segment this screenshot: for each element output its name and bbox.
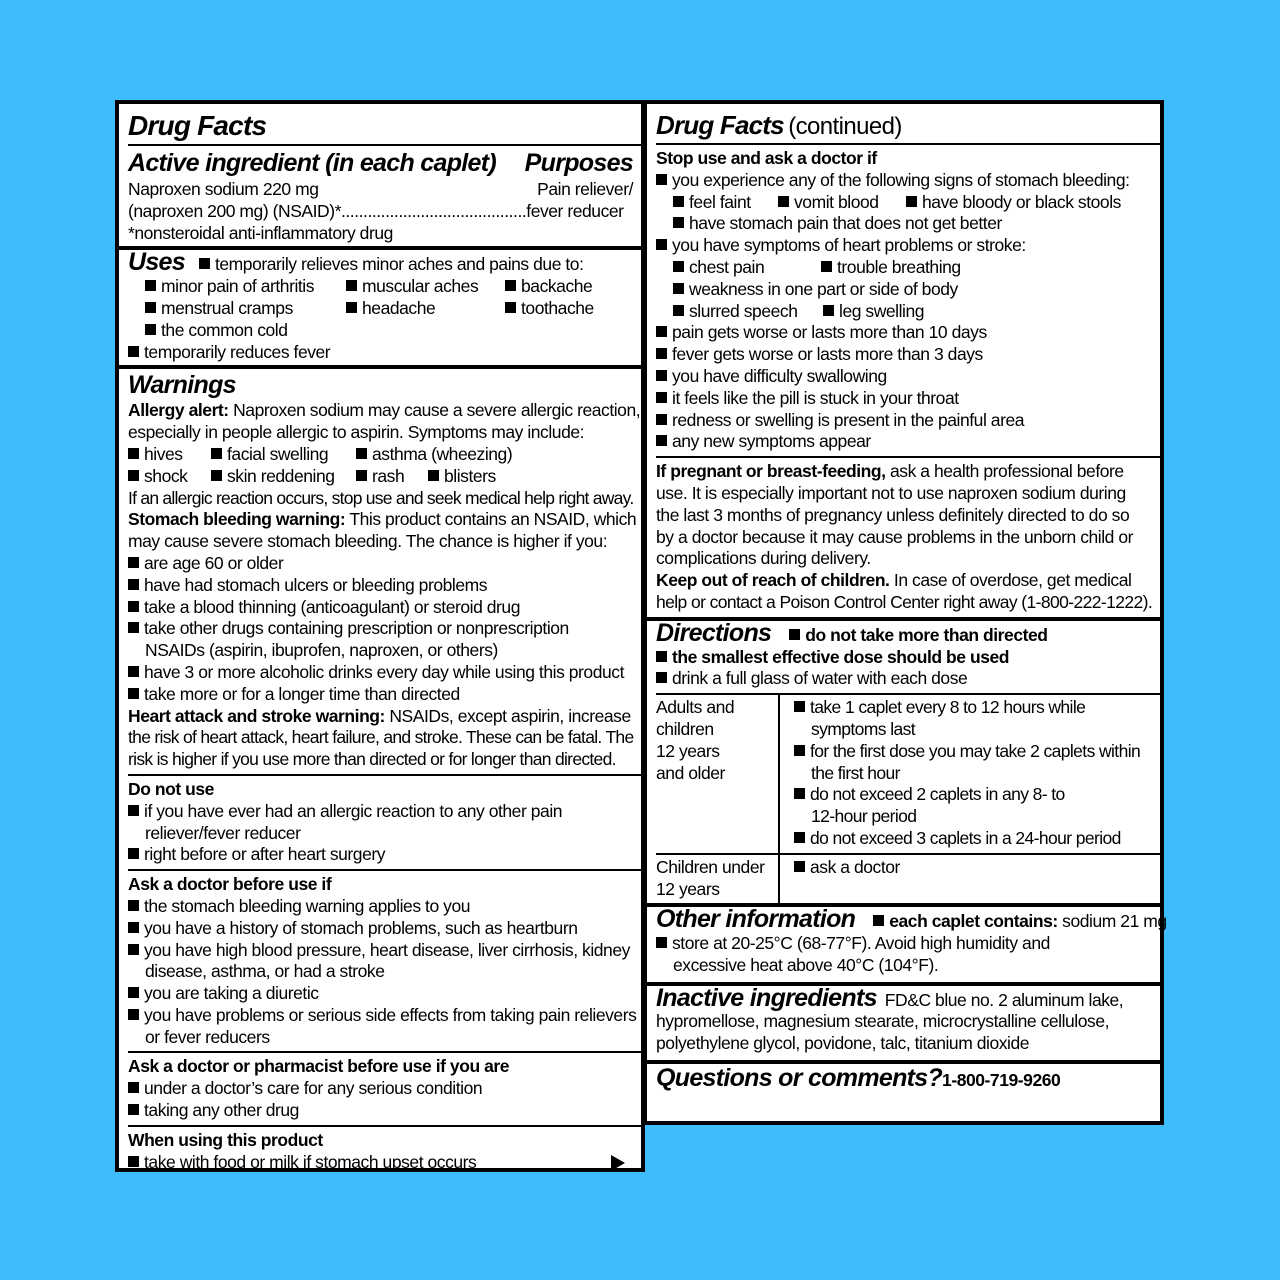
do-not-use-heading: Do not use — [128, 778, 214, 799]
stomach-label: Stomach bleeding warning: — [128, 509, 346, 530]
ask-doctor-item: you have a history of stomach problems, such as heartburn — [144, 917, 578, 938]
directions-item: the smallest effective dose should be used — [672, 646, 1010, 667]
use-item: muscular aches — [362, 276, 479, 297]
adults-label: Adults and — [656, 697, 735, 718]
use-item: the common cold — [161, 319, 288, 340]
continue-arrow-icon — [611, 1155, 625, 1171]
stomach-item: are age 60 or older — [144, 552, 284, 573]
active-line-2: (naproxen 200 mg) (NSAID)*..........................................fever reducer — [128, 200, 624, 221]
bleeding-sign: vomit blood — [794, 191, 879, 212]
keep-out-text: help or contact a Poison Control Center right away (1-800-222-1222). — [656, 591, 1153, 612]
stop-use-item: any new symptoms appear — [672, 431, 871, 452]
active-ingredient-heading: Active ingredient (in each caplet) — [128, 149, 496, 177]
when-using-item: take with food or milk if stomach upset occurs — [144, 1151, 477, 1172]
ask-pharmacist-item: taking any other drug — [144, 1100, 299, 1121]
purpose-line: Pain reliever/ — [537, 179, 633, 199]
directions-heading: Directions — [656, 618, 772, 647]
stomach-text: may cause severe stomach bleeding. The chance is higher if you: — [128, 531, 608, 552]
inactive-text: polyethylene glycol, povidone, talc, titanium dioxide — [656, 1033, 1030, 1054]
stomach-item: take a blood thinning (anticoagulant) or steroid drug — [144, 596, 520, 617]
active-ingredient-header — [128, 149, 633, 178]
purposes-heading: Purposes — [524, 149, 633, 177]
caplet-text: sodium 21 mg — [1062, 911, 1167, 932]
use-item: headache — [362, 297, 436, 318]
heart-intro: you have symptoms of heart problems or stroke: — [672, 235, 1026, 256]
stop-use-item: pain gets worse or lasts more than 10 days — [672, 322, 987, 343]
inactive-text: hypromellose, magnesium stearate, microcrystalline cellulose, — [656, 1011, 1110, 1032]
use-item: backache — [521, 276, 593, 297]
inactive-heading: Inactive ingredients — [656, 983, 877, 1012]
bleeding-sign: feel faint — [689, 191, 751, 212]
keep-out-text: In case of overdose, get medical — [893, 570, 1132, 591]
ask-pharmacist-heading: Ask a doctor or pharmacist before use if you are — [128, 1056, 510, 1077]
stop-use-intro: you experience any of the following signs of stomach bleeding: — [672, 169, 1130, 190]
adults-dose: do not exceed 2 caplets in any 8- to — [810, 784, 1065, 805]
heart-text: NSAIDs, except aspirin, increase — [389, 705, 631, 726]
stomach-item: take more or for a longer time than directed — [144, 683, 460, 704]
pregnant-text: use. It is especially important not to use naproxen sodium during — [656, 482, 1126, 503]
use-item: menstrual cramps — [161, 297, 293, 318]
uses-section — [128, 248, 633, 277]
directions-item: drink a full glass of water with each dose — [672, 668, 968, 689]
ask-doctor-item: you are taking a diuretic — [144, 983, 319, 1004]
ask-doctor-item: you have high blood pressure, heart disease, liver cirrhosis, kidney — [144, 939, 630, 960]
heart-label: Heart attack and stroke warning: — [128, 705, 385, 726]
symptom: hives — [144, 443, 183, 464]
ask-doctor-item: the stomach bleeding warning applies to you — [144, 895, 471, 916]
adults-dose: do not exceed 3 caplets in a 24-hour period — [810, 827, 1121, 848]
adults-label: children — [656, 718, 714, 739]
heart-sign: chest pain — [689, 256, 765, 277]
ask-doctor-item: you have problems or serious side effects from taking pain relievers — [144, 1004, 637, 1025]
ask-doctor-item-cont: disease, asthma, or had a stroke — [145, 961, 385, 982]
when-using-heading: When using this product — [128, 1129, 323, 1150]
pregnant-text: the last 3 months of pregnancy unless definitely directed to do so — [656, 504, 1130, 525]
stomach-item-cont: NSAIDs (aspirin, ibuprofen, naproxen, or others) — [145, 640, 498, 661]
continued-label: (continued) — [788, 113, 902, 140]
ask-doctor-item-cont: or fever reducers — [145, 1026, 270, 1047]
other-info-heading: Other information — [656, 905, 856, 934]
adults-dose: take 1 caplet every 8 to 12 hours while — [810, 697, 1086, 718]
drug-facts-title: Drug Facts — [128, 110, 267, 141]
stomach-text: This product contains an NSAID, which — [349, 509, 637, 530]
stop-use-item: it feels like the pill is stuck in your throat — [672, 387, 959, 408]
children-label: 12 years — [656, 878, 720, 899]
adults-dose-cont: 12-hour period — [811, 806, 917, 827]
adults-dose-cont: symptoms last — [811, 718, 916, 739]
symptom: shock — [144, 465, 188, 486]
allergy-label: Allergy alert: — [128, 400, 229, 421]
use-item: minor pain of arthritis — [161, 276, 315, 297]
do-not-use-item-cont: reliever/fever reducer — [145, 822, 301, 843]
heart-sign: leg swelling — [839, 300, 925, 321]
stomach-item: take other drugs containing prescription or nonprescription — [144, 618, 569, 639]
warnings-heading: Warnings — [128, 371, 236, 400]
heart-sign: trouble breathing — [837, 256, 961, 277]
drug-facts-continued-title: Drug Facts — [656, 110, 784, 140]
storage-text: store at 20-25°C (68-77°F). Avoid high humidity and — [672, 933, 1050, 954]
stop-use-item: redness or swelling is present in the painful area — [672, 409, 1025, 430]
ask-doctor-heading: Ask a doctor before use if — [128, 874, 332, 895]
bleeding-sign: have stomach pain that does not get better — [689, 213, 1002, 234]
active-footnote: *nonsteroidal anti-inflammatory drug — [128, 222, 393, 243]
adults-dose-cont: the first hour — [811, 762, 900, 783]
caplet-label: each caplet contains: — [889, 911, 1058, 932]
do-not-use-item: right before or after heart surgery — [144, 844, 386, 865]
drug-facts-right-panel — [643, 100, 1167, 1125]
adults-dose: for the first dose you may take 2 caplets within — [810, 740, 1141, 761]
storage-text-cont: excessive heat above 40°C (104°F). — [673, 954, 939, 975]
pregnant-label: If pregnant or breast-feeding, — [656, 461, 886, 482]
stop-use-item: fever gets worse or lasts more than 3 days — [672, 344, 983, 365]
stomach-item: have 3 or more alcoholic drinks every day while using this product — [144, 661, 624, 682]
adults-label: and older — [656, 762, 725, 783]
stop-use-heading: Stop use and ask a doctor if — [656, 148, 877, 168]
pregnant-text: ask a health professional before — [890, 461, 1124, 482]
directions-item: do not take more than directed — [805, 624, 1048, 645]
inactive-text: FD&C blue no. 2 aluminum lake, — [884, 989, 1124, 1010]
stomach-item: have had stomach ulcers or bleeding problems — [144, 574, 488, 595]
bleeding-sign: have bloody or black stools — [922, 191, 1121, 212]
drug-facts-left-panel — [115, 100, 645, 1172]
symptom: rash — [372, 465, 405, 486]
allergy-after: If an allergic reaction occurs, stop use and seek medical help right away. — [128, 487, 634, 508]
symptom: asthma (wheezing) — [372, 443, 513, 464]
stop-use-item: you have difficulty swallowing — [672, 365, 887, 386]
questions-heading: Questions or comments? — [656, 1064, 943, 1093]
uses-heading: Uses — [128, 248, 185, 277]
symptom: skin reddening — [227, 465, 335, 486]
active-line: Naproxen sodium 220 mg — [128, 179, 319, 199]
symptom: facial swelling — [227, 443, 329, 464]
children-label: Children under — [656, 856, 765, 877]
directions-table — [656, 695, 1160, 903]
heart-text: risk is higher if you use more than directed or for longer than directed. — [128, 749, 616, 770]
heart-sign: weakness in one part or side of body — [689, 278, 958, 299]
uses-intro: temporarily relieves minor aches and pains due to: — [214, 254, 584, 275]
allergy-text: Naproxen sodium may cause a severe allergic reaction, — [233, 400, 641, 421]
questions-phone: 1-800-719-9260 — [942, 1070, 1061, 1091]
pregnant-text: complications during delivery. — [656, 548, 871, 569]
do-not-use-item: if you have ever had an allergic reaction to any other pain — [144, 800, 563, 821]
children-dose: ask a doctor — [810, 856, 900, 877]
adults-label: 12 years — [656, 740, 720, 761]
use-item: toothache — [521, 297, 594, 318]
heart-sign: slurred speech — [689, 300, 798, 321]
use-fever: temporarily reduces fever — [144, 341, 331, 362]
allergy-text: especially in people allergic to aspirin. Symptoms may include: — [128, 422, 585, 443]
keep-out-label: Keep out of reach of children. — [656, 570, 890, 591]
pregnant-text: by a doctor because it may cause problems in the unborn child or — [656, 526, 1134, 547]
symptom: blisters — [444, 465, 496, 486]
ask-pharmacist-item: under a doctor’s care for any serious condition — [144, 1078, 483, 1099]
heart-text: the risk of heart attack, heart failure, and stroke. These can be fatal. The — [128, 727, 634, 748]
